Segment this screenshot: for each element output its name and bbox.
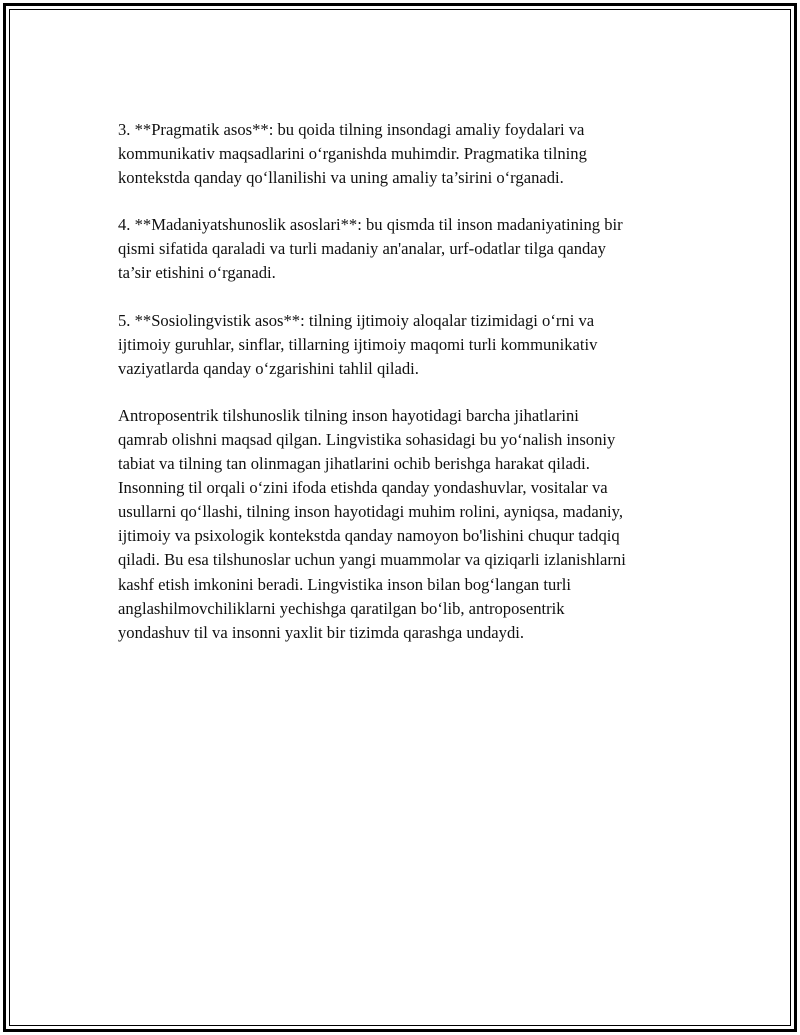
text-line: Antroposentrik tilshunoslik tilning inson hayotidagi barcha jihatlarini	[118, 405, 579, 425]
text-line: ta’sir etishini o‘rganadi.	[118, 263, 276, 283]
text-line: vaziyatlarda qanday o‘zgarishini tahlil qiladi.	[118, 358, 419, 378]
text-line: 3. **Pragmatik asos**: bu qoida tilning insondagi amaliy foydalari va	[118, 120, 585, 139]
paragraph-madaniyatshunoslik-asoslari	[118, 213, 698, 285]
text-line: yondashuv til va insonni yaxlit bir tizimda qarashga undaydi.	[118, 622, 525, 642]
paragraph-antroposentrik-tilshunoslik	[118, 404, 698, 645]
text-line: anglashilmovchiliklarni yechishga qaratilgan bo‘lib, antroposentrik	[118, 598, 565, 618]
text-line: ijtimoiy guruhlar, sinflar, tillarning ijtimoiy maqomi turli kommunikativ	[118, 334, 598, 354]
text-line: 5. **Sosiolingvistik asos**: tilning ijtimoiy aloqalar tizimidagi o‘rni va	[118, 310, 595, 330]
text-line: qismi sifatida qaraladi va turli madaniy an'analar, urf-odatlar tilga qanday	[118, 239, 606, 259]
text-line: usullarni qo‘llashi, tilning inson hayotidagi muhim rolini, ayniqsa, madaniy,	[118, 502, 623, 522]
text-line: kontekstda qanday qo‘llanilishi va uning amaliy ta’sirini o‘rganadi.	[118, 168, 564, 188]
paragraph-pragmatik-asos	[118, 118, 698, 190]
paragraph-sosiolingvistik-asos	[118, 309, 698, 381]
text-line: kashf etish imkonini beradi. Lingvistika inson bilan bog‘langan turli	[118, 574, 572, 594]
text-line: ijtimoiy va psixologik kontekstda qanday namoyon bo'lishini chuqur tadqiq	[118, 526, 620, 546]
document-body	[118, 118, 698, 668]
text-line: qamrab olishni maqsad qilgan. Lingvistika sohasidagi bu yo‘nalish insoniy	[118, 429, 616, 449]
text-line: kommunikativ maqsadlarini o‘rganishda muhimdir. Pragmatika tilning	[118, 144, 587, 164]
text-line: 4. **Madaniyatshunoslik asoslari**: bu qismda til inson madaniyatining bir	[118, 215, 623, 235]
text-line: Insonning til orqali o‘zini ifoda etishda qanday yondashuvlar, vositalar va	[118, 478, 608, 498]
text-line: qiladi. Bu esa tilshunoslar uchun yangi muammolar va qiziqarli izlanishlarni	[118, 550, 626, 570]
text-line: tabiat va tilning tan olinmagan jihatlarini ochib berishga harakat qiladi.	[118, 454, 590, 474]
